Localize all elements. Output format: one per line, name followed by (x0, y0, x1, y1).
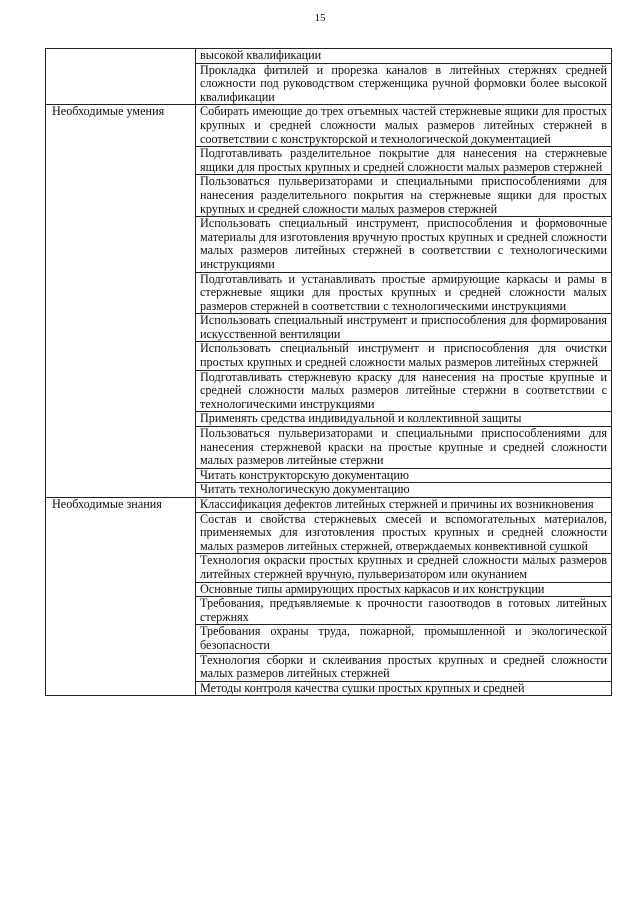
table-row (46, 498, 612, 513)
requirement-item: Требования охраны труда, пожарной, промышленной и экологической безопасности (196, 625, 612, 653)
requirement-item: Использовать специальный инструмент, приспособления и формовочные материалы для изготовления вручную простых крупных и средней сложности малых размеров литейных стержней в соответствии с технологическими инструкциями (196, 217, 612, 272)
requirement-item: Читать технологическую документацию (196, 483, 612, 498)
section-label (46, 49, 196, 105)
table-row (46, 49, 612, 64)
requirement-item: Классификация дефектов литейных стержней и причины их возникновения (196, 498, 612, 513)
requirement-item: Собирать имеющие до трех отъемных частей стержневые ящики для простых крупных и средней сложности малых размеров литейных стержней в соответствии с конструкторской и технологической документацией (196, 105, 612, 147)
requirement-item: высокой квалификации (196, 49, 612, 64)
requirement-item: Подготавливать разделительное покрытие для нанесения на стержневые ящики для простых крупных и средней сложности малых размеров стержней (196, 147, 612, 175)
requirement-item: Методы контроля качества сушки простых крупных и средней (196, 681, 612, 696)
requirement-item: Технология сборки и склеивания простых крупных и средней сложности малых размеров литейных стержней (196, 653, 612, 681)
page-number: 15 (314, 12, 326, 24)
requirement-item: Использовать специальный инструмент и приспособления для формирования искусственной вентиляции (196, 314, 612, 342)
requirement-item: Технология окраски простых крупных и средней сложности малых размеров литейных стержней вручную, пульверизатором или окунанием (196, 554, 612, 582)
requirement-item: Использовать специальный инструмент и приспособления для очистки простых крупных и средней сложности малых размеров литейных стержней (196, 342, 612, 370)
requirement-item: Читать конструкторскую документацию (196, 468, 612, 483)
section-label: Необходимые умения (46, 105, 196, 498)
requirement-item: Пользоваться пульверизаторами и специальными приспособлениями для нанесения стержневой краски на простые крупные и средней сложности малых размеров литейные стержни (196, 427, 612, 469)
section-label: Необходимые знания (46, 498, 196, 696)
requirement-item: Требования, предъявляемые к прочности газоотводов в готовых литейных стержнях (196, 597, 612, 625)
requirement-item: Основные типы армирующих простых каркасов и их конструкции (196, 582, 612, 597)
requirement-item: Состав и свойства стержневых смесей и вспомогательных материалов, применяемых для изготовления простых крупных и средней сложности малых размеров литейных стержней, отверждаемых конвективной сушкой (196, 512, 612, 554)
table-row (46, 105, 612, 147)
requirement-item: Применять средства индивидуальной и коллективной защиты (196, 412, 612, 427)
requirement-item: Подготавливать и устанавливать простые армирующие каркасы и рамы в стержневые ящики для простых крупных и средней сложности малых размеров стержней в соответствии с технологическими инструкциями (196, 272, 612, 314)
requirement-item: Прокладка фитилей и прорезка каналов в литейных стержнях средней сложности под руководством стерженщика ручной формовки более высокой квалификации (196, 63, 612, 105)
requirements-table (45, 48, 612, 696)
requirement-item: Подготавливать стержневую краску для нанесения на простые крупные и средней сложности малых размеров литейные стержни в соответствии с технологическими инструкциями (196, 370, 612, 412)
requirement-item: Пользоваться пульверизаторами и специальными приспособлениями для нанесения разделительного покрытия на стержневые ящики для простых крупных и средней сложности малых размеров стержней (196, 175, 612, 217)
